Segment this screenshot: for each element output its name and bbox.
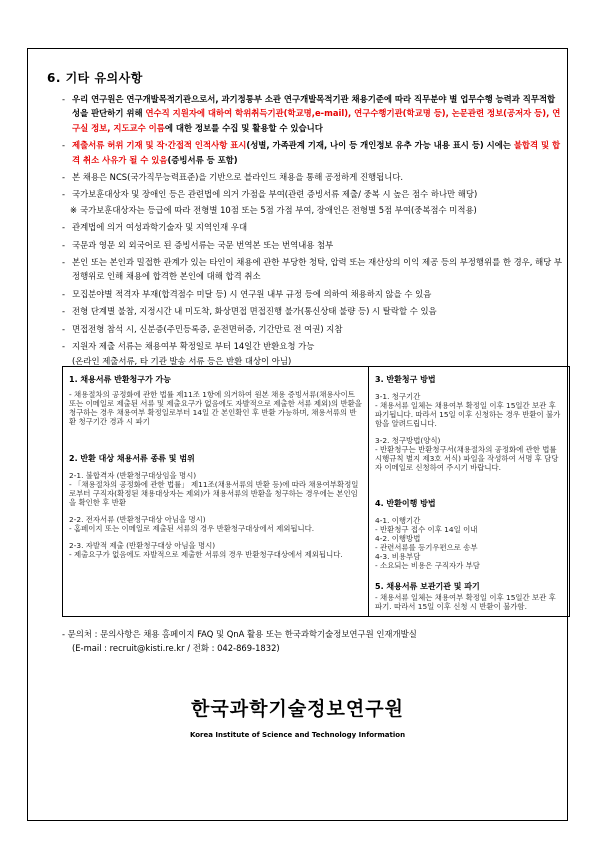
contact-line: - 문의처 : 문의사항은 채용 홈페이지 FAQ 및 QnA 활용 또는 한국과학기술정보연구원 인재개발실	[62, 629, 417, 639]
note-text: 제출서류 허위 기재 및 작·간접적 인적사항 표시	[72, 140, 247, 151]
section-title: 6. 기타 유의사항	[47, 71, 143, 85]
return-scope-voluntary: 2-3. 자발적 제출 (반환청구대상 아님을 명시) - 제출요구가 없음에도 자발적으로 제출한 서류의 경우 반환청구대상에서 제외됩니다.	[69, 541, 343, 559]
retention-text: - 채용서류 일체는 채용여부 확정일 이후 15일간 보관 후 파기. 따라서 15일 이후 신청 시 반환이 불가함.	[375, 593, 556, 611]
return-scope-heading: 2. 반환 대상 채용서류 종류 및 범위	[69, 454, 195, 463]
return-scope-electronic: 2-2. 전자서류 (반환청구대상 아님을 명시) - 홈페이지 또는 이메일로 제출된 서류의 경우 반환청구대상에서 제외됩니다.	[69, 515, 315, 533]
note-text: (성별, 가족관계 기재, 나이 등 개인정보 유추 가능 내용 표시 등) 시에는	[246, 140, 514, 151]
note-text: (증빙서류 등 포함)	[167, 154, 238, 165]
return-eligibility-heading: 1. 채용서류 반환청구가 가능	[69, 375, 171, 384]
note-text: 불합격 및 합격 취소 사유가 될 수 있음	[72, 140, 561, 165]
note-text: 국문과 영문 외 외국어로 된 증빙서류는 국문 번역본 또는 번역내용 첨부	[72, 239, 334, 250]
note-women	[62, 220, 562, 234]
note-text: 모집분야별 적격자 부재(합격점수 미달 등) 시 연구원 내부 규정 등에 의하여 채용하지 않을 수 있음	[72, 288, 432, 299]
note-veterans	[62, 187, 562, 201]
note-fraud	[62, 255, 562, 284]
return-execution-heading: 4. 반환이행 방법	[375, 499, 436, 508]
return-scope-rejected: 2-1. 불합격자 (반환청구대상임을 명시) - 「채용절차의 공정화에 관한 법률」 제11조(채용서류의 반환 등)에 따라 채용여부확정일로부터 구직자(확정된 채용대상자는 제외)가 채용서류의 반환을 청구하는 경우에는 본인임을 확인한 후 반환	[69, 471, 359, 507]
contact-footer	[62, 627, 417, 656]
document-return-box	[62, 366, 570, 617]
note-text: 우리 연구원은 연구개발목적기관으로서, 과기정통부 소관 연구개발목적기관 채용기준에 따라 직무분야 별 업무수행 능력과 직무적합성을 판단하기 위해	[72, 94, 556, 119]
note-text: 지원자 제출 서류는 채용여부 확정일로 부터 14일간 반환요청 가능	[72, 341, 315, 352]
return-eligibility-text: - 채용절차의 공정화에 관한 법률 제11조 1항에 의거하여 원본 채용 증빙서류(채용사이트 또는 이메일로 제출된 서류 및 제출요구가 없음에도 자발적으로 제출한 서류 제외)의 반환을 청구하는 경우 채용여부 확정일로부터 14일 간 본인확인 후 반환 가능하며, 채용서류의 반환 청구기간 경과 시 파기	[69, 390, 362, 426]
return-box-right	[369, 367, 569, 616]
return-box-left	[63, 367, 369, 616]
note-text: 본인 또는 본인과 밀접한 관계가 있는 타인이 채용에 관한 부당한 청탁, 압력 또는 재산상의 이익 제공 등의 부정행위를 한 경우, 해당 부정행위로 인해 채용에 합격한 본인에 대해 합격 취소	[72, 257, 563, 282]
note-ncs	[62, 170, 562, 184]
note-text: 연수직 지원자에 대하여 학위취득기관(학교명,e-mail), 연구수행기관(학교명 등), 논문관련 정보(공저자 등), 연구실 정보, 지도교수 이름	[72, 108, 561, 133]
contact-email-phone: (E-mail : recruit@kisti.re.kr / 전화 : 042-869-1832)	[72, 643, 280, 654]
org-name-english: Korea Institute of Science and Technology Information	[189, 731, 406, 739]
note-docs-lang	[62, 238, 562, 252]
return-execution-text: 4-1. 이행기간 - 반환청구 접수 이후 14일 이내 4-2. 이행방법 - 관련서류를 등기우편으로 송부 4-3. 비용부담 - 소요되는 비용은 구직자가 부담	[375, 516, 480, 570]
retention-heading: 5. 채용서류 보관기관 및 파기	[375, 582, 480, 591]
note-text: 면접전형 참석 시, 신분증(주민등록증, 운전면허증, 기간만료 전 여권) 지참	[72, 323, 343, 334]
note-text: 에 대한 정보를 수집 및 활용할 수 있습니다	[164, 122, 323, 133]
note-absence	[62, 304, 562, 318]
note-id-docs	[62, 322, 562, 336]
note-no-hire	[62, 287, 562, 301]
note-text: 본 채용은 NCS(국가직무능력표준)을 기반으로 블라인드 채용을 통해 공정하게 진행됩니다.	[72, 172, 404, 183]
notes-list	[62, 92, 562, 371]
note-text: 국가보훈대상자 및 장애인 등은 관련법에 의거 가점을 부여(관련 증빙서류 제출/ 중복 시 높은 점수 하나만 해당)	[72, 189, 478, 200]
note-veterans-sub	[62, 203, 562, 217]
return-method-form: 3-2. 청구방법(양식) - 반환청구는 반환청구서(채용절차의 공정화에 관한 법률 시행규칙 별지 제3호 서식) 파일을 작성하여 서명 후 담당자 이메일로 신청하여 주시기 바랍니다.	[375, 436, 559, 472]
note-text: 전형 단계별 불참, 지정시간 내 미도착, 화상면접 면접진행 불가(통신상태 불량 등) 시 탈락할 수 있음	[72, 306, 437, 317]
note-text: 관계법에 의거 여성과학기술자 및 지역인재 우대	[72, 222, 248, 233]
return-method-heading: 3. 반환청구 방법	[375, 375, 436, 384]
note-text: (온라인 제출서류, 타 기관 발송 서류 등은 반환 대상이 아님)	[72, 355, 292, 366]
note-return	[62, 339, 562, 368]
note-privacy	[62, 92, 562, 135]
note-false-info	[62, 138, 562, 167]
return-method-period: 3-1. 청구기간 - 채용서류 일체는 채용여부 확정일 이후 15일간 보관 후 파기됩니다. 따라서 15일 이후 신청하는 경우 반환이 불가함을 알려드립니다.	[375, 392, 561, 428]
org-name-korean: 한국과학기술정보연구원	[191, 698, 404, 720]
note-text: 국가보훈대상자는 등급에 따라 전형별 10점 또는 5점 가점 부여, 장애인은 전형별 5점 부여(중복점수 미적용)	[80, 204, 477, 215]
